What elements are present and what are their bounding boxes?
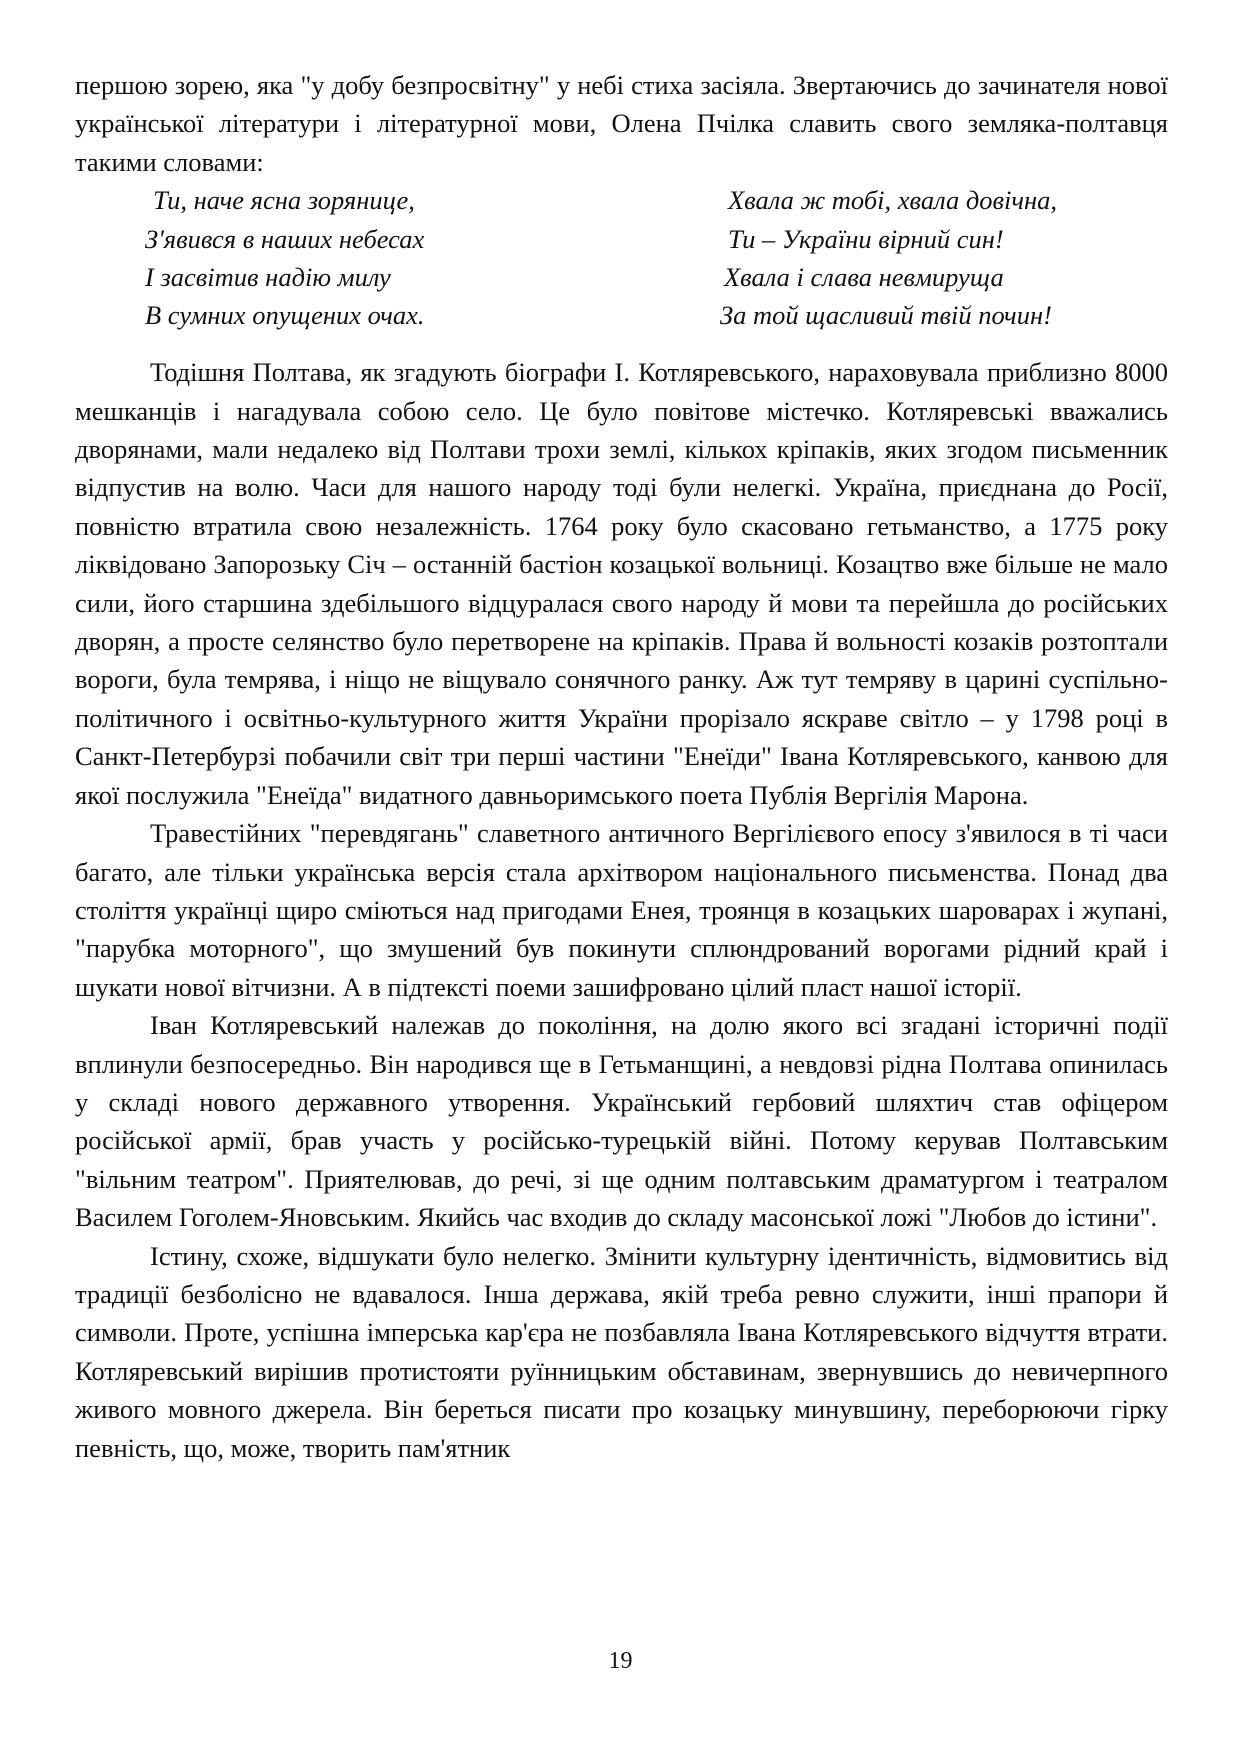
spacer <box>75 335 1168 353</box>
poem-line: З'явився в наших небесах <box>145 223 425 254</box>
poem-line: І засвітив надію милу <box>145 262 391 293</box>
poem-line: В сумних опущених очах. <box>145 300 425 331</box>
page-number: 19 <box>608 1648 633 1674</box>
poem-line: Ти – України вірний син! <box>728 223 1004 254</box>
intro-paragraph: першою зорею, яка "у добу безпросвітну" у небі стиха засіяла. Звертаючись до зачинателя нової української літератури і літературної мови, Олена Пчілка славить свого земляка-полтавця такими словами: <box>75 70 1168 177</box>
page-content <box>75 66 1168 1467</box>
poem-left-stanza <box>145 181 425 335</box>
poem-right-stanza <box>720 181 1058 335</box>
body-paragraph: Тодішня Полтава, як згадують біографи І. Котляревського, нараховувала приблизно 8000 мешканців і нагадувала собою село. Це було повітове містечко. Котляревські вважались дворянами, мали недалеко від Полтави трохи землі, кількох кріпаків, яких згодом письменник відпустив на волю. Часи для нашого народу тоді були нелегкі. Україна, приєднана до Росії, повністю втратила свою незалежність. 1764 року було скасовано гетьманство, а 1775 року ліквідовано Запорозьку Січ – останній бастіон козацької вольниці. Козацтво вже більше не мало сили, його старшина здебільшого відцуралася свого народу й мови та перейшла до російських дворян, а просте селянство було перетворене на кріпаків. Права й вольності козаків розтоптали вороги, була темрява, і ніщо не віщувало сонячного ранку. Аж тут темряву в царині суспільно-політичного і освітньо-культурного життя України прорізало яскраве світло – у 1798 році в Санкт-Петербурзі побачили світ три перші частини "Енеїди" Івана Котляревського, канвою для якої послужила "Енеїда" видатного давньоримського поета Публія Вергілія Марона. <box>75 357 1168 810</box>
body-paragraph: Істину, схоже, відшукати було нелегко. Змінити культурну ідентичність, відмовитись від традиції безболісно не вдавалося. Інша держава, якій треба ревно служити, інші прапори й символи. Проте, успішна імперська кар'єра не позбавляла Івана Котляревського відчуття втрати. Котляревський вирішив протистояти руїнницьким обставинам, звернувшись до невичерпного живого мовного джерела. Він береться писати про козацьку минувшину, переборюючи гірку певність, що, може, творить пам'ятник <box>75 1240 1168 1463</box>
poem-line: Ти, наче ясна зорянице, <box>153 185 415 216</box>
poem-line: Хвала ж тобі, хвала довічна, <box>728 185 1058 216</box>
poem-line: Хвала і слава невмируща <box>724 262 1004 293</box>
poem-line: За той щасливий твій почин! <box>720 300 1052 331</box>
poem <box>75 181 1168 335</box>
body-paragraph: Іван Котляревський належав до покоління, на долю якого всі згадані історичні події вплинули безпосередньо. Він народився ще в Гетьманщині, а невдовзі рідна Полтава опинилась у складі нового державного утворення. Український гербовий шляхтич став офіцером російської армії, брав участь у російсько-турецькій війні. Потому керував Полтавським "вільним театром". Приятелював, до речі, зі ще одним полтавським драматургом і театралом Василем Гоголем-Яновським. Якийсь час входив до складу масонської ложі "Любов до істини". <box>75 1010 1168 1233</box>
body-paragraph: Травестійних "перевдягань" славетного античного Вергілієвого епосу з'явилося в ті часи багато, але тільки українська версія стала архітвором національного письменства. Понад два століття українці щиро сміються над пригодами Енея, троянця в козацьких шароварах і жупані, "парубка моторного", що змушений був покинути сплюндрований ворогами рідний край і шукати нової вітчизни. А в підтексті поеми зашифровано цілий пласт нашої історії. <box>75 818 1168 1002</box>
